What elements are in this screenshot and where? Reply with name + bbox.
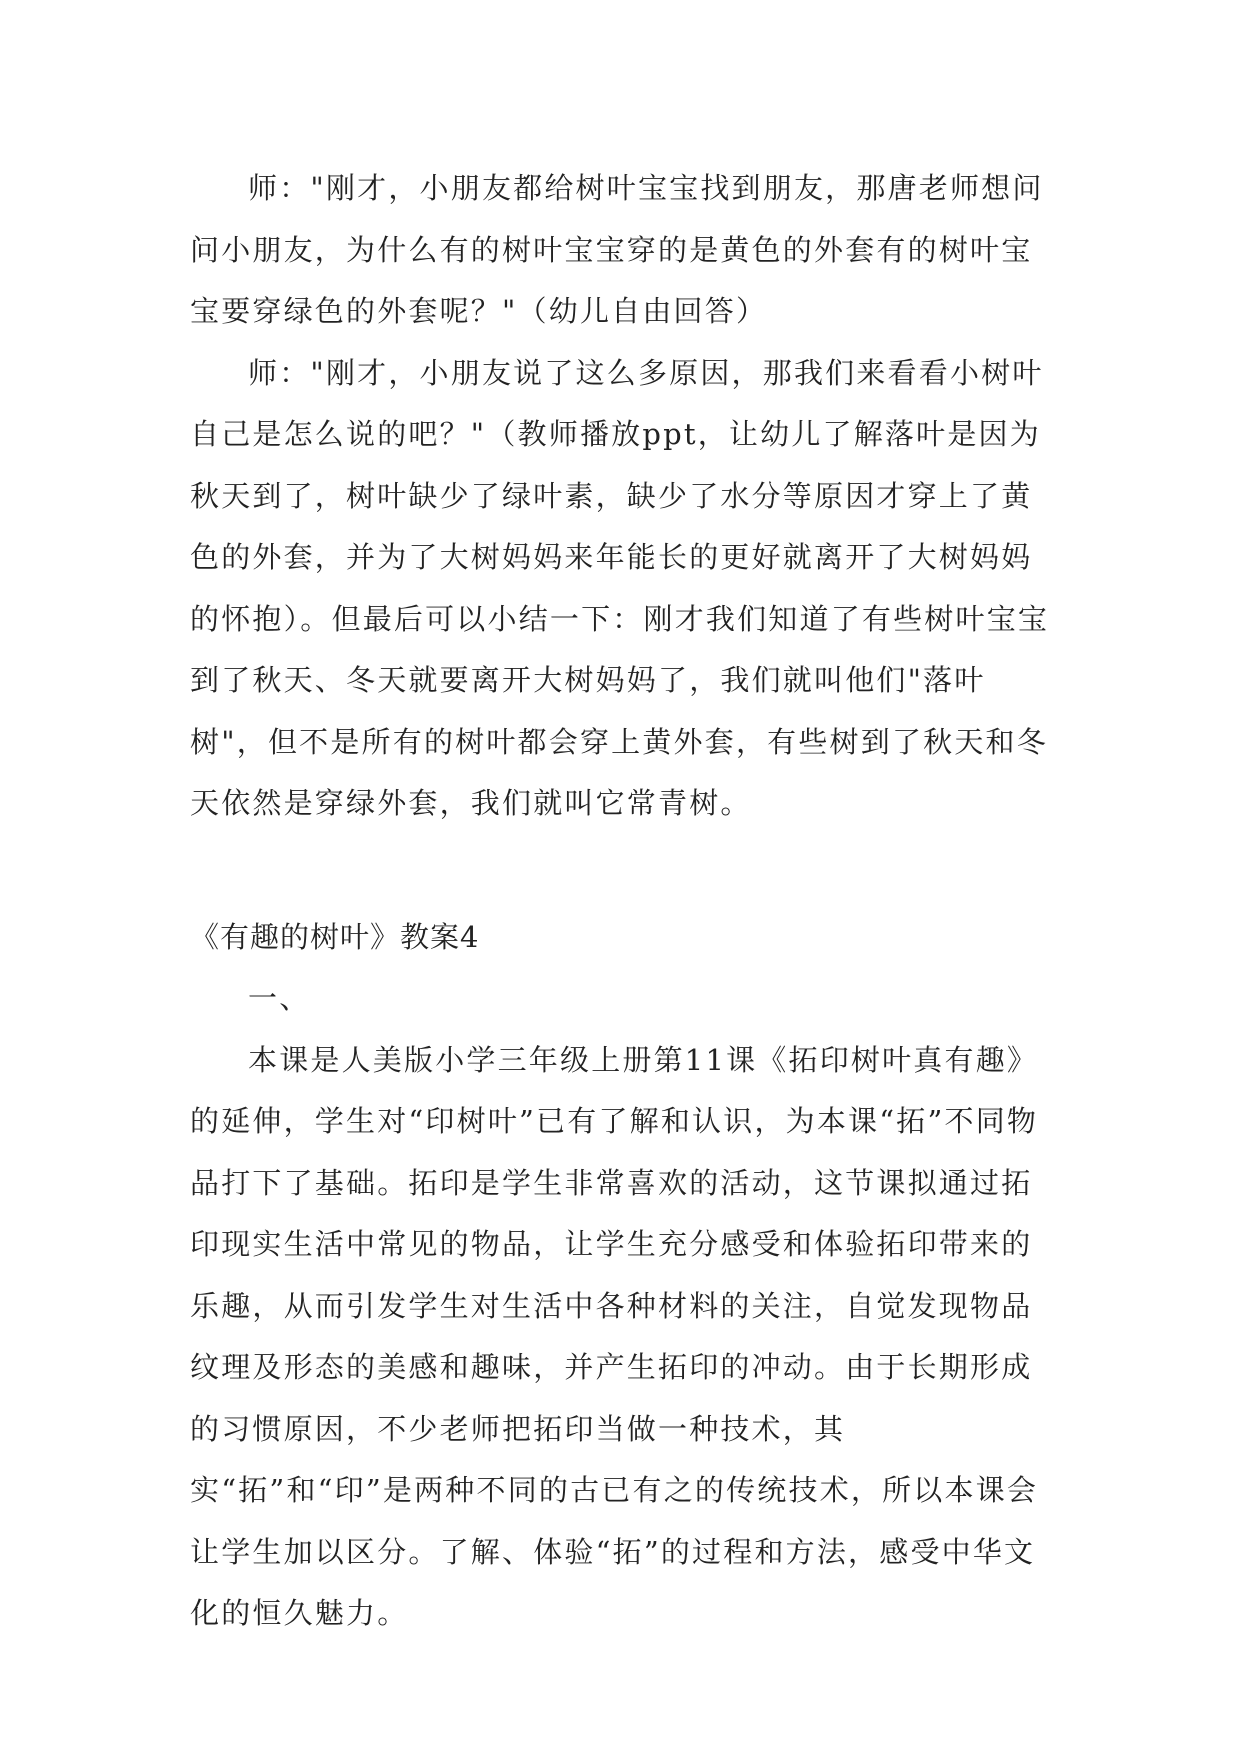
paragraph-lesson-description: 本课是人美版小学三年级上册第11课《拓印树叶真有趣》的延伸，学生对“印树叶”已有了解和认识，为本课“拓”不同物品打下了基础。拓印是学生非常喜欢的活动，这节课拟通过拓印现实生活中常见的物品，让学生充分感受和体验拓印带来的乐趣，从而引发学生对生活中各种材料的关注，自觉发现物品纹理及形态的美感和趣味，并产生拓印的冲动。由于长期形成的习惯原因，不少老师把拓印当做一种技术，其实“拓”和“印”是两种不同的古已有之的传统技术，所以本课会让学生加以区分。了解、体验“拓”的过程和方法，感受中华文化的恒久魅力。 <box>190 1042 1039 1630</box>
document-page <box>190 158 1058 1645</box>
section-number: 一、 <box>248 981 311 1015</box>
paragraph-teacher-explanation: 师："刚才，小朋友说了这么多原因，那我们来看看小树叶自己是怎么说的吧？"（教师播放ppt，让幼儿了解落叶是因为秋天到了，树叶缺少了绿叶素，缺少了水分等原因才穿上了黄色的外套，并为了大树妈妈来年能长的更好就离开了大树妈妈的怀抱）。但最后可以小结一下：刚才我们知道了有些树叶宝宝到了秋天、冬天就要离开大树妈妈了，我们就叫他们"落叶树"，但不是所有的树叶都会穿上黄外套，有些树到了秋天和冬天依然是穿绿外套，我们就叫它常青树。 <box>190 355 1050 820</box>
paragraph-teacher-question: 师："刚才，小朋友都给树叶宝宝找到朋友，那唐老师想问问小朋友，为什么有的树叶宝宝穿的是黄色的外套有的树叶宝宝要穿绿色的外套呢？"（幼儿自由回答） <box>190 171 1044 328</box>
section-title: 《有趣的树叶》教案4 <box>190 919 480 954</box>
